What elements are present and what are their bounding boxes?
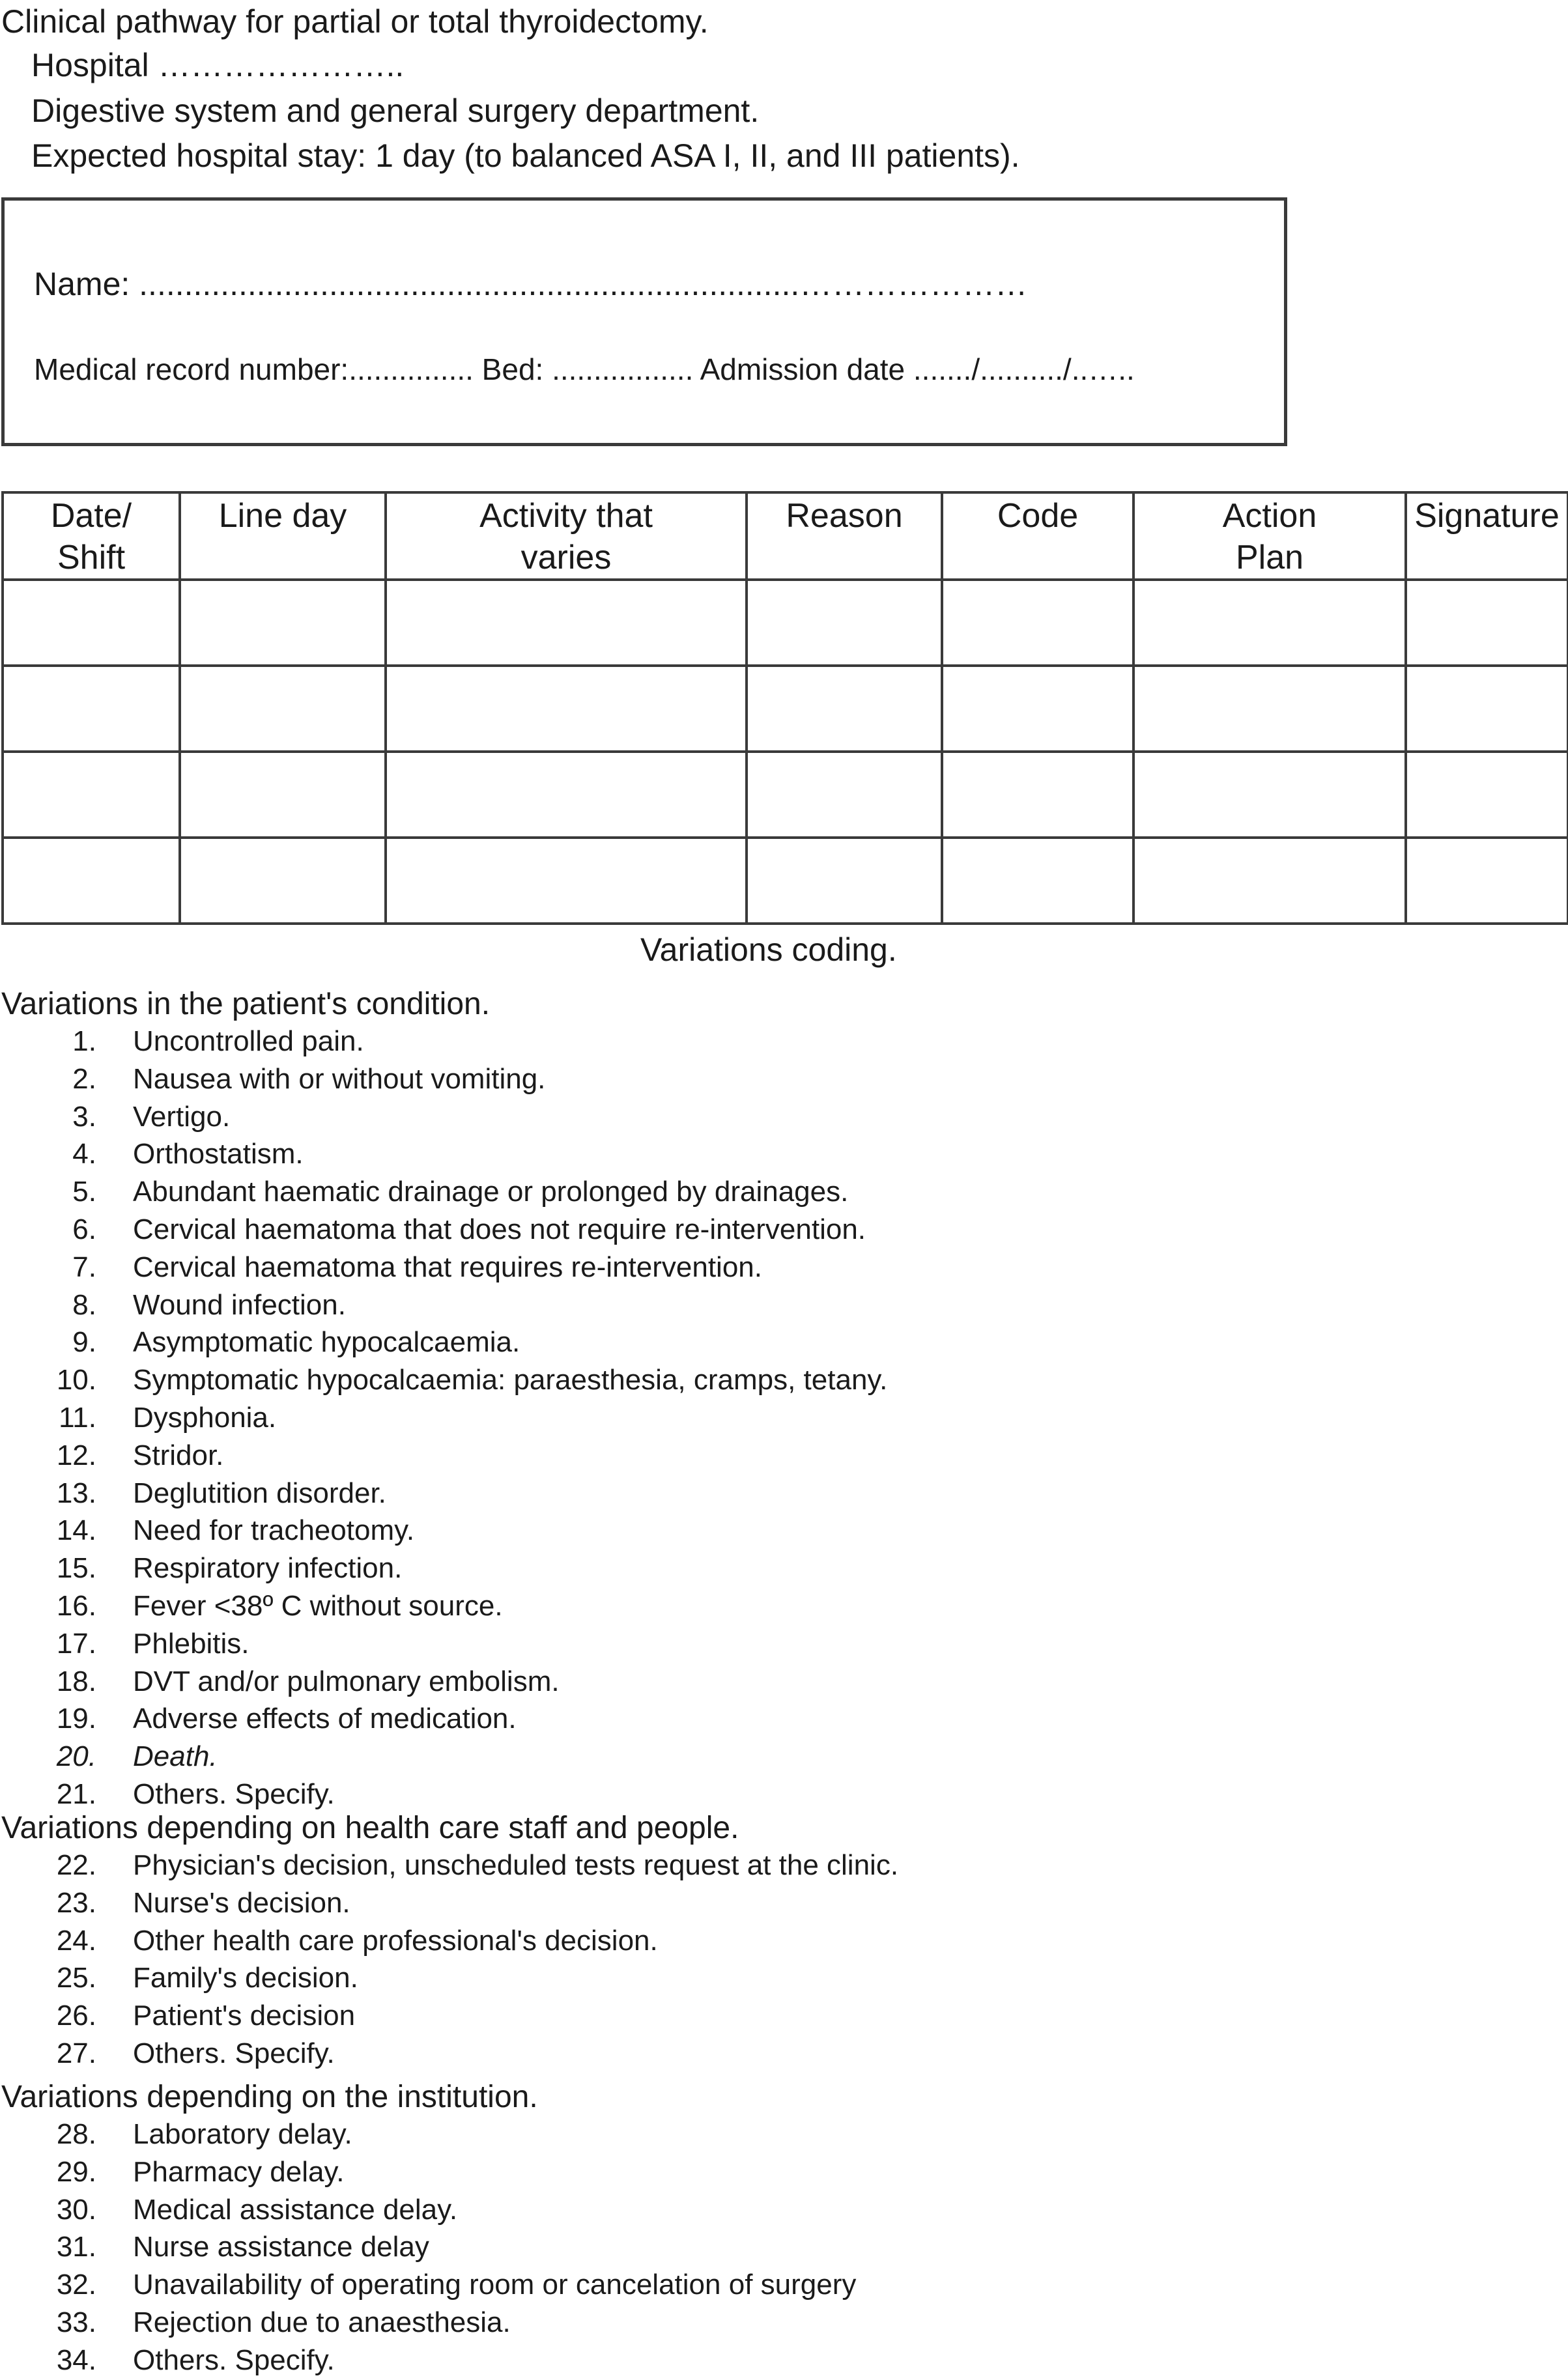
list-item-text: Dysphonia. [133, 1402, 277, 1434]
list-item-number: 34. [56, 2344, 96, 2376]
table-cell[interactable] [386, 752, 747, 838]
list-item [0, 1027, 1498, 1060]
list-item-text: Fever <38º C without source. [133, 1590, 503, 1622]
list-item-number: 18. [56, 1665, 96, 1697]
list-item-number: 27. [56, 2037, 96, 2069]
variations-table [1, 491, 1568, 925]
list-item-text: Laboratory delay. [133, 2118, 352, 2150]
list-item-text: Deglutition disorder. [133, 1477, 386, 1509]
list-item-text: Others. Specify. [133, 2037, 335, 2069]
list-item [0, 2002, 1498, 2034]
list-item [0, 1705, 1498, 1737]
list-item-number: 12. [56, 1439, 96, 1471]
list-item-number: 6. [72, 1213, 96, 1245]
list-item [0, 1140, 1498, 1172]
list-item-number: 1. [72, 1025, 96, 1057]
page-title: Clinical pathway for partial or total thyroidectomy. [1, 3, 709, 40]
list-item-number: 2. [72, 1063, 96, 1095]
list-item [0, 1253, 1498, 1286]
list-item-text: Vertigo. [133, 1101, 231, 1133]
table-cell[interactable] [1406, 666, 1568, 752]
table-cell[interactable] [942, 580, 1133, 666]
table-cell[interactable] [1406, 838, 1568, 924]
list-item-text: Patient's decision [133, 2000, 356, 2032]
list-item-number: 29. [56, 2156, 96, 2188]
list-item-number: 21. [56, 1778, 96, 1810]
list-item-text: Nausea with or without vomiting. [133, 1063, 546, 1095]
list-item-text: Nurse assistance delay [133, 2231, 429, 2263]
list-item [0, 1328, 1498, 1361]
table-cell[interactable] [1133, 580, 1406, 666]
list-item-text: Orthostatism. [133, 1138, 304, 1170]
list-item-number: 26. [56, 2000, 96, 2032]
patient-info-box [1, 197, 1287, 446]
list-item-text: Rejection due to anaesthesia. [133, 2306, 511, 2338]
list-item [0, 1103, 1498, 1135]
table-cell[interactable] [942, 752, 1133, 838]
list-item-text: Nurse's decision. [133, 1887, 350, 1919]
list-item-number: 28. [56, 2118, 96, 2150]
section-title: Variations depending on the institution. [1, 2080, 538, 2114]
list-item-number: 16. [56, 1590, 96, 1622]
table-cell[interactable] [747, 752, 942, 838]
list-item-number: 15. [56, 1552, 96, 1584]
list-item [0, 2120, 1498, 2153]
list-item-text: Cervical haematoma that does not require re-intervention. [133, 1213, 866, 1245]
list-item-text: Other health care professional's decision. [133, 1925, 658, 1957]
list-item [0, 1215, 1498, 1248]
list-item-text: Wound infection. [133, 1289, 346, 1321]
table-cell[interactable] [942, 666, 1133, 752]
table-cell[interactable] [180, 580, 386, 666]
list-item [0, 1516, 1498, 1549]
column-header-line-day: Line day [180, 492, 386, 580]
list-item-number: 10. [56, 1364, 96, 1396]
list-item-number: 9. [72, 1326, 96, 1358]
list-item [0, 1742, 1498, 1775]
list-item-number: 11. [59, 1402, 96, 1434]
list-item [0, 1851, 1498, 1884]
column-header-activity: Activity that varies [386, 492, 747, 580]
list-item-number: 17. [56, 1628, 96, 1660]
list-item-number: 24. [56, 1925, 96, 1957]
list-item-number: 8. [72, 1289, 96, 1321]
list-item [0, 1927, 1498, 1959]
column-header-action-plan: Action Plan [1133, 492, 1406, 580]
list-item-text: Pharmacy delay. [133, 2156, 345, 2188]
list-item-number: 33. [56, 2306, 96, 2338]
list-item-text: Cervical haematoma that requires re-intervention. [133, 1251, 763, 1283]
list-item [0, 2196, 1498, 2228]
list-item [0, 1889, 1498, 1921]
list-item-number: 7. [72, 1251, 96, 1283]
list-item-number: 31. [56, 2231, 96, 2263]
list-item [0, 1366, 1498, 1398]
list-item [0, 1780, 1498, 1813]
list-item-number: 22. [56, 1849, 96, 1881]
list-item-text: DVT and/or pulmonary embolism. [133, 1665, 560, 1697]
table-row [3, 580, 1568, 666]
list-item [0, 2308, 1498, 2341]
section-title: Variations in the patient's condition. [1, 987, 491, 1021]
table-cell[interactable] [1133, 838, 1406, 924]
table-cell[interactable] [747, 838, 942, 924]
table-cell[interactable] [1133, 752, 1406, 838]
list-item [0, 1404, 1498, 1436]
list-item-text: Abundant haematic drainage or prolonged by drainages. [133, 1176, 849, 1208]
hospital-stay-line: Expected hospital stay: 1 day (to balanced ASA I, II, and III patients). [31, 137, 1020, 174]
list-item [0, 1178, 1498, 1210]
table-cell[interactable] [747, 666, 942, 752]
list-item [0, 2039, 1498, 2072]
table-cell[interactable] [1406, 580, 1568, 666]
table-cell[interactable] [180, 838, 386, 924]
table-row [3, 838, 1568, 924]
table-cell[interactable] [180, 752, 386, 838]
list-item [0, 1667, 1498, 1700]
medical-record-line[interactable]: Medical record number:............... Bed: ................. Admission date ......./........../..….. [34, 352, 1135, 386]
column-header-signature: Signature [1406, 492, 1568, 580]
list-item-number: 30. [56, 2194, 96, 2226]
table-cell[interactable] [3, 838, 180, 924]
list-item-text: Unavailability of operating room or cancelation of surgery [133, 2269, 857, 2301]
patient-name-field[interactable]: Name: .........................................................................………………… [34, 266, 1028, 302]
list-item-text: Asymptomatic hypocalcaemia. [133, 1326, 520, 1358]
table-header-row [3, 492, 1568, 580]
table-cell[interactable] [1133, 666, 1406, 752]
list-item [0, 1964, 1498, 1996]
list-item-number: 14. [56, 1514, 96, 1546]
variations-coding-title: Variations coding. [640, 931, 897, 968]
table-cell[interactable] [3, 752, 180, 838]
table-row [3, 666, 1568, 752]
hospital-line: Hospital ………………….. [31, 47, 405, 83]
list-item-text: Medical assistance delay. [133, 2194, 458, 2226]
table-cell[interactable] [386, 666, 747, 752]
section-title: Variations depending on health care staff and people. [1, 1811, 739, 1845]
list-item-text: Symptomatic hypocalcaemia: paraesthesia, cramps, tetany. [133, 1364, 888, 1396]
list-item [0, 1554, 1498, 1587]
list-item [0, 2271, 1498, 2303]
list-item-number: 32. [56, 2269, 96, 2301]
list-item-text: Others. Specify. [133, 1778, 335, 1810]
list-item-text: Others. Specify. [133, 2344, 335, 2376]
list-item [0, 2346, 1498, 2379]
table-cell[interactable] [1406, 752, 1568, 838]
table-cell[interactable] [180, 666, 386, 752]
list-item-text: Physician's decision, unscheduled tests request at the clinic. [133, 1849, 899, 1881]
table-cell[interactable] [386, 838, 747, 924]
table-row [3, 752, 1568, 838]
table-cell[interactable] [386, 580, 747, 666]
column-header-reason: Reason [747, 492, 942, 580]
list-item [0, 1441, 1498, 1474]
list-item [0, 1592, 1498, 1624]
table-cell[interactable] [747, 580, 942, 666]
list-item-number: 19. [56, 1703, 96, 1735]
list-item-number: 5. [72, 1176, 96, 1208]
list-item-number: 20. [56, 1740, 96, 1772]
list-item [0, 2158, 1498, 2190]
list-item-number: 25. [56, 1962, 96, 1994]
list-item [0, 1630, 1498, 1662]
list-item-number: 23. [56, 1887, 96, 1919]
list-item-number: 3. [72, 1101, 96, 1133]
list-item [0, 1291, 1498, 1324]
list-item [0, 1479, 1498, 1512]
column-header-date-shift: Date/ Shift [3, 492, 180, 580]
list-item-text: Family's decision. [133, 1962, 358, 1994]
list-item-text: Stridor. [133, 1439, 224, 1471]
list-item [0, 1065, 1498, 1098]
list-item-number: 13. [56, 1477, 96, 1509]
department-line: Digestive system and general surgery department. [31, 92, 760, 129]
list-item [0, 2233, 1498, 2265]
table-cell[interactable] [3, 666, 180, 752]
table-cell[interactable] [942, 838, 1133, 924]
list-item-text: Death. [133, 1740, 218, 1772]
list-item-text: Uncontrolled pain. [133, 1025, 364, 1057]
list-item-number: 4. [72, 1138, 96, 1170]
list-item-text: Phlebitis. [133, 1628, 249, 1660]
column-header-code: Code [942, 492, 1133, 580]
table-cell[interactable] [3, 580, 180, 666]
list-item-text: Respiratory infection. [133, 1552, 403, 1584]
list-item-text: Need for tracheotomy. [133, 1514, 415, 1546]
list-item-text: Adverse effects of medication. [133, 1703, 517, 1735]
